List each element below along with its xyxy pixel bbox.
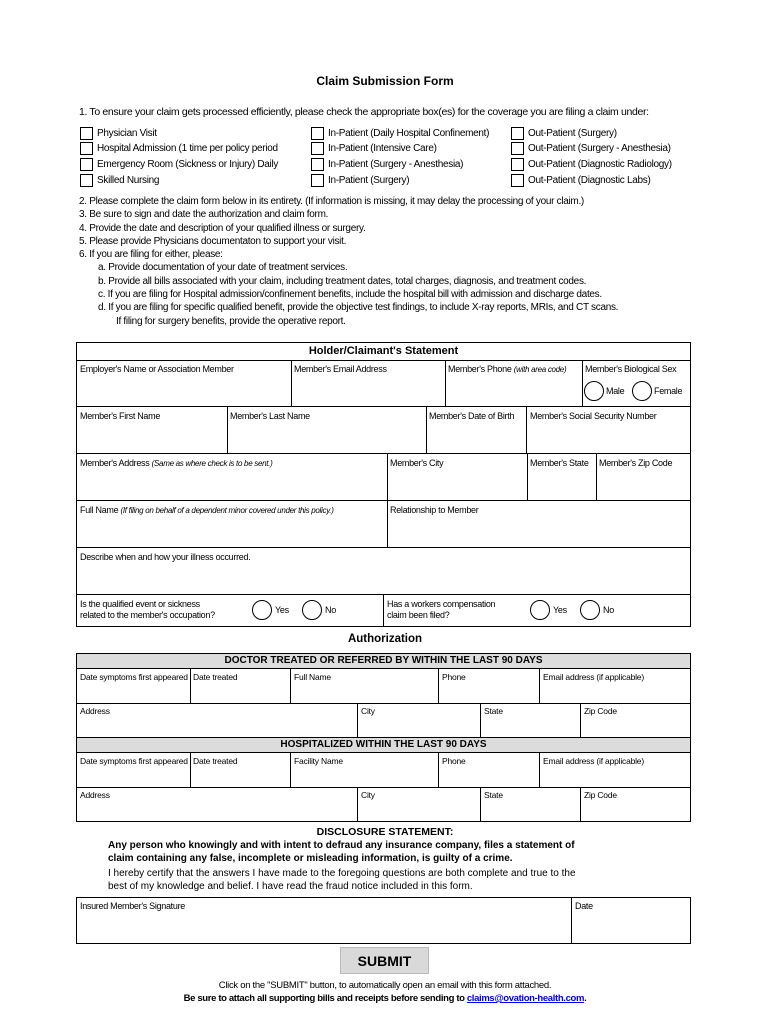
disclosure-heading: DISCLOSURE STATEMENT: — [316, 826, 454, 838]
doctor-city-label: City — [361, 706, 375, 716]
ssn-label: Member's Social Security Number — [530, 411, 657, 421]
coverage-label: In-Patient (Surgery - Anesthesia) — [328, 159, 464, 170]
last-name-label: Member's Last Name — [230, 411, 310, 421]
disclosure-certify — [108, 868, 576, 893]
doctor-full-name-label: Full Name — [294, 672, 331, 682]
hospital-section-heading: HOSPITALIZED WITHIN THE LAST 90 DAYS — [76, 737, 691, 753]
doctor-section-heading: DOCTOR TREATED OR REFERRED BY WITHIN THE LAST 90 DAYS — [76, 653, 691, 669]
bills-note-text: Be sure to attach all supporting bills and receipts before sending to — [183, 993, 467, 1004]
holder-heading: Holder/Claimant's Statement — [308, 345, 459, 357]
yes-label: Yes — [275, 605, 289, 615]
coverage-label: In-Patient (Surgery) — [328, 175, 410, 186]
date-treated-label: Date treated — [193, 756, 238, 766]
instruction-line: 3. Be sure to sign and date the authorization and claim form. — [79, 209, 329, 221]
phone-label-main: Member's Phone — [448, 364, 514, 374]
authorization-heading: Authorization — [347, 633, 423, 645]
yes-label: Yes — [553, 605, 567, 615]
workers-question-line: Has a workers compensation — [387, 599, 496, 609]
disclosure-certify-line: I hereby certify that the answers I have made to the foregoing questions are both complete and true to the — [108, 868, 576, 879]
dob-label: Member's Date of Birth — [429, 411, 515, 421]
zip-label: Member's Zip Code — [599, 458, 673, 468]
disclosure-warning-line: claim containing any false, incomplete or misleading information, is guilty of a crime. — [108, 852, 513, 864]
qualified-question-line: Is the qualified event or sickness — [80, 599, 200, 609]
sub-instruction-line: If filing for surgery benefits, provide the operative report. — [116, 315, 346, 327]
instruction-line: 6. If you are filing for either, please: — [79, 249, 223, 261]
address-label — [80, 458, 272, 469]
submit-note: Click on the "SUBMIT" button, to automatically open an email with this form attached. — [218, 980, 552, 991]
sub-instruction-line: c. If you are filing for Hospital admission/confinement benefits, include the hospital bill with admission and discharge dates. — [98, 289, 602, 301]
doctor-email-label: Email address (if applicable) — [543, 672, 644, 682]
instructions — [79, 195, 618, 328]
city-label: Member's City — [390, 458, 444, 468]
workers-question — [387, 599, 495, 621]
date-symptoms-label: Date symptoms first appeared — [80, 672, 188, 682]
coverage-label: Out-Patient (Diagnostic Labs) — [528, 175, 651, 186]
coverage-label: In-Patient (Daily Hospital Confinement) — [328, 128, 490, 139]
female-label: Female — [654, 386, 683, 396]
sub-instruction-line: d. If you are filing for specific qualified benefit, provide the objective test findings, to include X-ray reports, MRIs, and CT scans. — [98, 302, 619, 314]
sub-instruction-line: a. Provide documentation of your date of treatment services. — [98, 262, 348, 274]
describe-label: Describe when and how your illness occurred. — [80, 552, 251, 562]
intro-text: 1. To ensure your claim gets processed efficiently, please check the appropriate box(es) for the coverage you are filing a claim under: — [79, 106, 649, 118]
submit-button[interactable]: SUBMIT — [340, 947, 429, 974]
state-label: Member's State — [530, 458, 589, 468]
coverage-label: Emergency Room (Sickness or Injury) Daily — [97, 159, 279, 170]
phone-label — [448, 364, 566, 375]
date-treated-label: Date treated — [193, 672, 238, 682]
full-name-label-main: Full Name — [80, 505, 121, 515]
coverage-label: Out-Patient (Surgery) — [528, 128, 617, 139]
bio-sex-label: Member's Biological Sex — [585, 364, 677, 374]
doctor-zip-label: Zip Code — [584, 706, 617, 716]
signature-field[interactable] — [77, 914, 570, 943]
qualified-question — [80, 599, 215, 621]
employer-label: Employer's Name or Association Member — [80, 364, 234, 374]
bills-note — [0, 993, 770, 1004]
relationship-label: Relationship to Member — [390, 505, 479, 515]
doctor-phone-label: Phone — [442, 672, 466, 682]
instruction-line: 4. Provide the date and description of your qualified illness or surgery. — [79, 222, 366, 234]
full-name-label — [80, 505, 334, 516]
hospital-email-label: Email address (if applicable) — [543, 756, 644, 766]
coverage-label: Physician Visit — [97, 128, 157, 139]
disclosure-certify-line: best of my knowledge and belief. I have read the fraud notice included in this form. — [108, 880, 473, 892]
email-label: Member's Email Address — [294, 364, 387, 374]
full-name-label-hint: (If filing on behalf of a dependent minor covered under this policy.) — [120, 506, 334, 515]
page-title: Claim Submission Form — [316, 74, 454, 88]
coverage-label: Hospital Admission (1 time per policy period — [97, 143, 278, 154]
hospital-address-label: Address — [80, 790, 110, 800]
instruction-line: 2. Please complete the claim form below in its entirety. (If information is missing, it may delay the processing of your claim.) — [79, 196, 584, 207]
male-label: Male — [606, 386, 625, 396]
no-label: No — [603, 605, 614, 615]
bills-note-end: . — [584, 993, 587, 1004]
date-field[interactable] — [572, 914, 690, 943]
coverage-label: Out-Patient (Surgery - Anesthesia) — [528, 143, 671, 154]
hospital-phone-label: Phone — [442, 756, 466, 766]
disclosure-warning-line: Any person who knowingly and with intent to defraud any insurance company, files a statement of — [108, 840, 575, 851]
coverage-label: Out-Patient (Diagnostic Radiology) — [528, 159, 672, 170]
doctor-state-label: State — [484, 706, 503, 716]
hospital-city-label: City — [361, 790, 375, 800]
address-label-hint: (Same as where check is to be sent.) — [151, 459, 273, 468]
address-label-main: Member's Address — [80, 458, 152, 468]
workers-question-line: claim been filed? — [387, 610, 450, 620]
date-symptoms-label: Date symptoms first appeared — [80, 756, 188, 766]
facility-name-label: Facility Name — [294, 756, 343, 766]
coverage-label: Skilled Nursing — [97, 175, 160, 186]
qualified-question-line: related to the member's occupation? — [80, 610, 215, 620]
signature-label: Insured Member's Signature — [80, 901, 185, 911]
disclosure-warning — [108, 840, 575, 865]
hospital-state-label: State — [484, 790, 503, 800]
hospital-zip-label: Zip Code — [584, 790, 617, 800]
instruction-line: 5. Please provide Physicians documentaton to support your visit. — [79, 235, 347, 247]
coverage-label: In-Patient (Intensive Care) — [328, 143, 437, 154]
no-label: No — [325, 605, 336, 615]
sub-instruction-line: b. Provide all bills associated with your claim, including treatment dates, total charges, diagnosis, and treatment codes. — [98, 275, 587, 287]
date-label: Date — [575, 901, 593, 911]
phone-label-hint: (with area code) — [513, 365, 567, 374]
claims-email-link[interactable]: claims@ovation-health.com — [466, 993, 585, 1004]
first-name-label: Member's First Name — [80, 411, 161, 421]
doctor-address-label: Address — [80, 706, 110, 716]
